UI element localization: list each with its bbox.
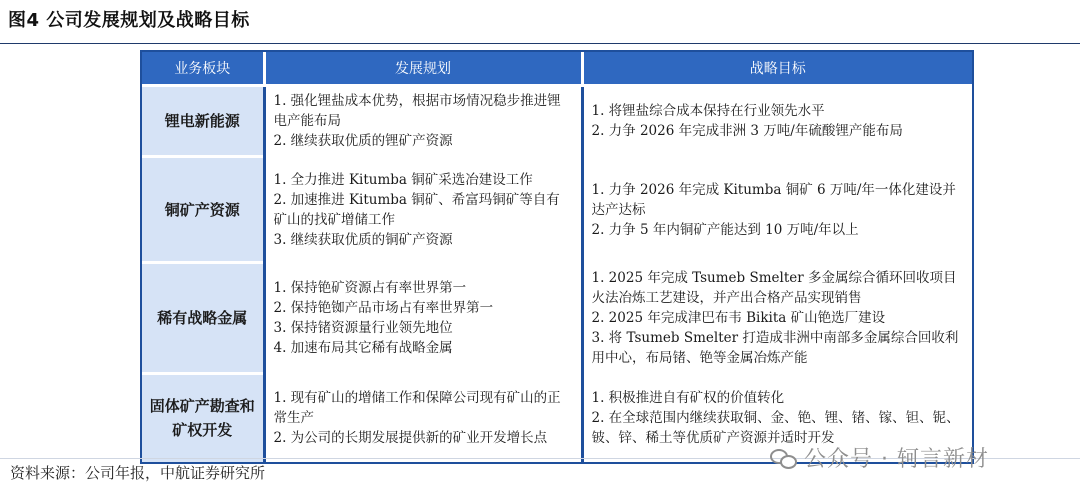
title-divider xyxy=(0,43,1080,44)
plan-item: 4. 加速布局其它稀有战略金属 xyxy=(273,340,453,356)
watermark-text: 公众号 · 轲言新材 xyxy=(804,447,989,472)
goal-item: 3. 将 Tsumeb Smelter 打造成非洲中南部多金属综合回收利用中心，布局锗、铯等金属冶炼产能 xyxy=(591,330,959,366)
goal-item: 2. 在全球范围内继续获取铜、金、铯、锂、锗、镓、钽、铌、铍、锌、稀土等优质矿产资源并适时开发 xyxy=(591,410,960,447)
plan-item: 1. 现有矿山的增储工作和保障公司现有矿山的正常生产 xyxy=(273,390,561,427)
watermark xyxy=(770,442,989,473)
header-goal: 战略目标 xyxy=(582,52,972,86)
plan-item: 3. 继续获取优质的铜矿产资源 xyxy=(273,231,453,248)
segment-cell: 稀有战略金属 xyxy=(142,263,264,374)
goal-cell xyxy=(582,157,972,263)
goal-cell xyxy=(582,86,972,157)
source-note: 资料来源：公司年报，中航证券研究所 xyxy=(10,464,266,482)
goal-item: 1. 将锂盐综合成本保持在行业领先水平 xyxy=(591,103,825,119)
plan-item: 1. 保持铯矿资源占有率世界第一 xyxy=(273,280,467,296)
strategy-table-grid xyxy=(142,52,972,462)
goal-item: 1. 积极推进自有矿权的价值转化 xyxy=(591,390,785,407)
goal-cell xyxy=(582,263,972,374)
segment-cell: 锂电新能源 xyxy=(142,86,264,157)
plan-cell xyxy=(264,263,582,374)
table-row xyxy=(142,157,972,263)
table-row xyxy=(142,263,972,374)
plan-cell xyxy=(264,86,582,157)
plan-item: 2. 保持铯铷产品市场占有率世界第一 xyxy=(273,300,494,316)
header-plan: 发展规划 xyxy=(264,52,582,86)
plan-cell xyxy=(264,157,582,263)
plan-item: 1. 全力推进 Kitumba 铜矿采选冶建设工作 xyxy=(273,171,533,188)
goal-item: 1. 2025 年完成 Tsumeb Smelter 多金属综合循环回收项目火法冶炼工艺建设，并产出合格产品实现销售 xyxy=(591,270,957,306)
plan-item: 3. 保持锗资源量行业领先地位 xyxy=(273,320,453,336)
table-row xyxy=(142,86,972,157)
segment-cell: 铜矿产资源 xyxy=(142,157,264,263)
plan-item: 2. 加速推进 Kitumba 铜矿、希富玛铜矿等自有矿山的找矿增储工作 xyxy=(273,191,560,228)
plan-item: 2. 继续获取优质的锂矿产资源 xyxy=(273,133,453,149)
plan-cell xyxy=(264,374,582,462)
plan-item: 2. 为公司的长期发展提供新的矿业开发增长点 xyxy=(273,430,548,447)
figure-title: 图4 公司发展规划及战略目标 xyxy=(8,10,250,31)
table-header-row xyxy=(142,52,972,86)
goal-item: 2. 2025 年完成津巴布韦 Bikita 矿山铯选厂建设 xyxy=(591,310,886,326)
goal-item: 2. 力争 5 年内铜矿产能达到 10 万吨/年以上 xyxy=(591,221,859,238)
header-segment: 业务板块 xyxy=(142,52,264,86)
strategy-table xyxy=(140,50,974,464)
segment-cell: 固体矿产勘查和矿权开发 xyxy=(142,374,264,462)
goal-item: 2. 力争 2026 年完成非洲 3 万吨/年硫酸锂产能布局 xyxy=(591,123,903,139)
plan-item: 1. 强化锂盐成本优势，根据市场情况稳步推进锂电产能布局 xyxy=(273,93,561,129)
goal-item: 1. 力争 2026 年完成 Kitumba 铜矿 6 万吨/年一体化建设并达产达标 xyxy=(591,181,956,218)
wechat-icon xyxy=(770,447,796,469)
